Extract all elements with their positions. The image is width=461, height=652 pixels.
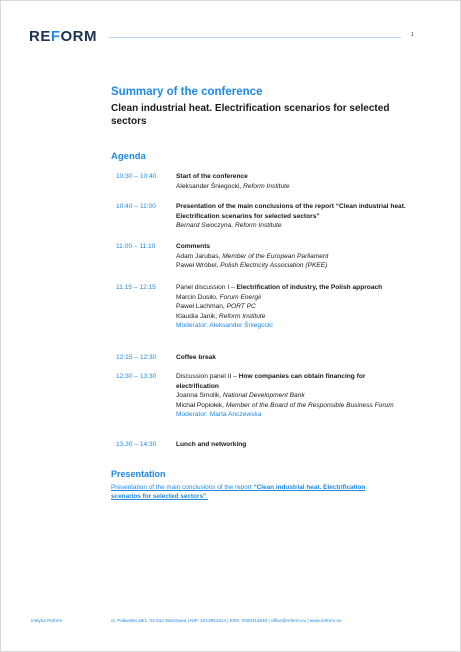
panel-prefix: Discussion panel II –	[176, 373, 239, 380]
speaker-name: Klaudia Janik,	[176, 312, 219, 320]
agenda-body	[176, 172, 406, 191]
speaker-name: Paweł Wróbel,	[176, 262, 221, 270]
moderator-line: Moderator: Aleksander Śniegocki	[176, 322, 273, 330]
panel-title: How companies can obtain financing for electrification	[176, 373, 366, 390]
presentation-link[interactable]	[111, 483, 381, 501]
speaker-role: Forum Energii	[219, 293, 262, 301]
moderator-line: Moderator: Marta Anczewska	[176, 411, 262, 419]
speaker-role: National Development Bank	[222, 392, 305, 400]
agenda-heading-text: Comments	[176, 243, 211, 250]
speaker-name: Marcin Dusiło,	[176, 293, 220, 301]
presentation-link-title[interactable]: “Clean industrial heat. Electrification scenarios for selected sectors”	[111, 484, 366, 500]
speaker-line	[176, 391, 406, 401]
agenda-heading-text	[176, 283, 406, 293]
page-title: Summary of the conference	[111, 86, 263, 98]
agenda-heading-text: Presentation of the main conclusions of the report “Clean industrial heat. Electrification scenarios for selected sectors”	[176, 203, 406, 220]
speaker-line	[176, 261, 406, 271]
speaker-line	[176, 252, 406, 262]
speaker-name: Aleksander Śniegocki,	[176, 182, 244, 190]
panel-title: Electrification of industry, the Polish approach	[236, 284, 383, 291]
reform-logo	[29, 28, 97, 45]
speaker-role: PORT PC	[226, 303, 256, 311]
speaker-role: Member of the Board of the Responsible Business Forum	[225, 401, 394, 409]
logo-part-x: F	[50, 28, 61, 45]
speaker-line	[176, 312, 406, 322]
agenda-time: 13.30 – 14:30	[116, 441, 157, 448]
speaker-role: Member of the European Parliament	[222, 252, 329, 260]
page-subtitle: Clean industrial heat. Electrification scenarios for selected sectors	[111, 103, 390, 127]
speaker-line	[176, 182, 406, 192]
speaker-role: Reform Institute	[243, 182, 290, 190]
logo-part-re: RE	[29, 28, 51, 45]
agenda-body	[176, 283, 406, 331]
footer-contact: ul. Puławska 26/1, 02-512 Warszawa | NIP: 5213951414 | KRS: 0000414640 | office@reform.eu | www.ireform.eu	[111, 618, 342, 623]
speaker-name: Paweł Lachman,	[176, 303, 227, 311]
presentation-link-suffix[interactable]: .	[206, 493, 208, 500]
logo-part-orm: ORM	[60, 28, 98, 45]
speaker-line	[176, 293, 406, 303]
presentation-heading: Presentation	[111, 469, 166, 479]
agenda-heading-text	[176, 372, 406, 391]
agenda-body	[176, 202, 406, 231]
speaker-line	[176, 302, 406, 312]
speaker-role: Reform Institute	[218, 312, 266, 320]
agenda-time: 11:15 – 12:15	[116, 284, 156, 291]
speaker-name: Adam Jarubas,	[176, 252, 223, 260]
speaker-role: Polish Electricity Association (PKEE)	[220, 262, 328, 270]
speaker-name: Michał Popiołek,	[176, 401, 226, 409]
page-number: 1	[411, 32, 414, 38]
agenda-time: 11:00 – 11:10	[116, 243, 156, 250]
speaker-name: Joanna Smolik,	[176, 392, 223, 400]
agenda-time: 10:40 – 11:00	[116, 203, 156, 210]
agenda-heading-text: Start of the conference	[176, 173, 248, 180]
agenda-body	[176, 372, 406, 420]
agenda-time: 12:15 – 12:30	[116, 354, 157, 361]
header-divider	[109, 37, 401, 38]
agenda-heading: Agenda	[111, 151, 146, 162]
agenda-heading-text: Lunch and networking	[176, 441, 247, 448]
agenda-heading-text: Coffee break	[176, 354, 216, 361]
panel-prefix: Panel discussion I –	[176, 284, 237, 291]
presentation-link-prefix[interactable]: Presentation of the main conclusions of the report	[111, 484, 254, 491]
agenda-body	[176, 440, 406, 450]
speaker-line	[176, 401, 406, 411]
footer-organization: Instytut Reform	[31, 618, 63, 623]
agenda-body	[176, 242, 406, 271]
speaker-line: Bernard Swoczyna, Reform Institute	[176, 222, 282, 230]
agenda-time: 12:30 – 13:30	[116, 373, 157, 380]
agenda-body	[176, 353, 406, 363]
agenda-time: 10:30 – 10:40	[116, 173, 157, 180]
